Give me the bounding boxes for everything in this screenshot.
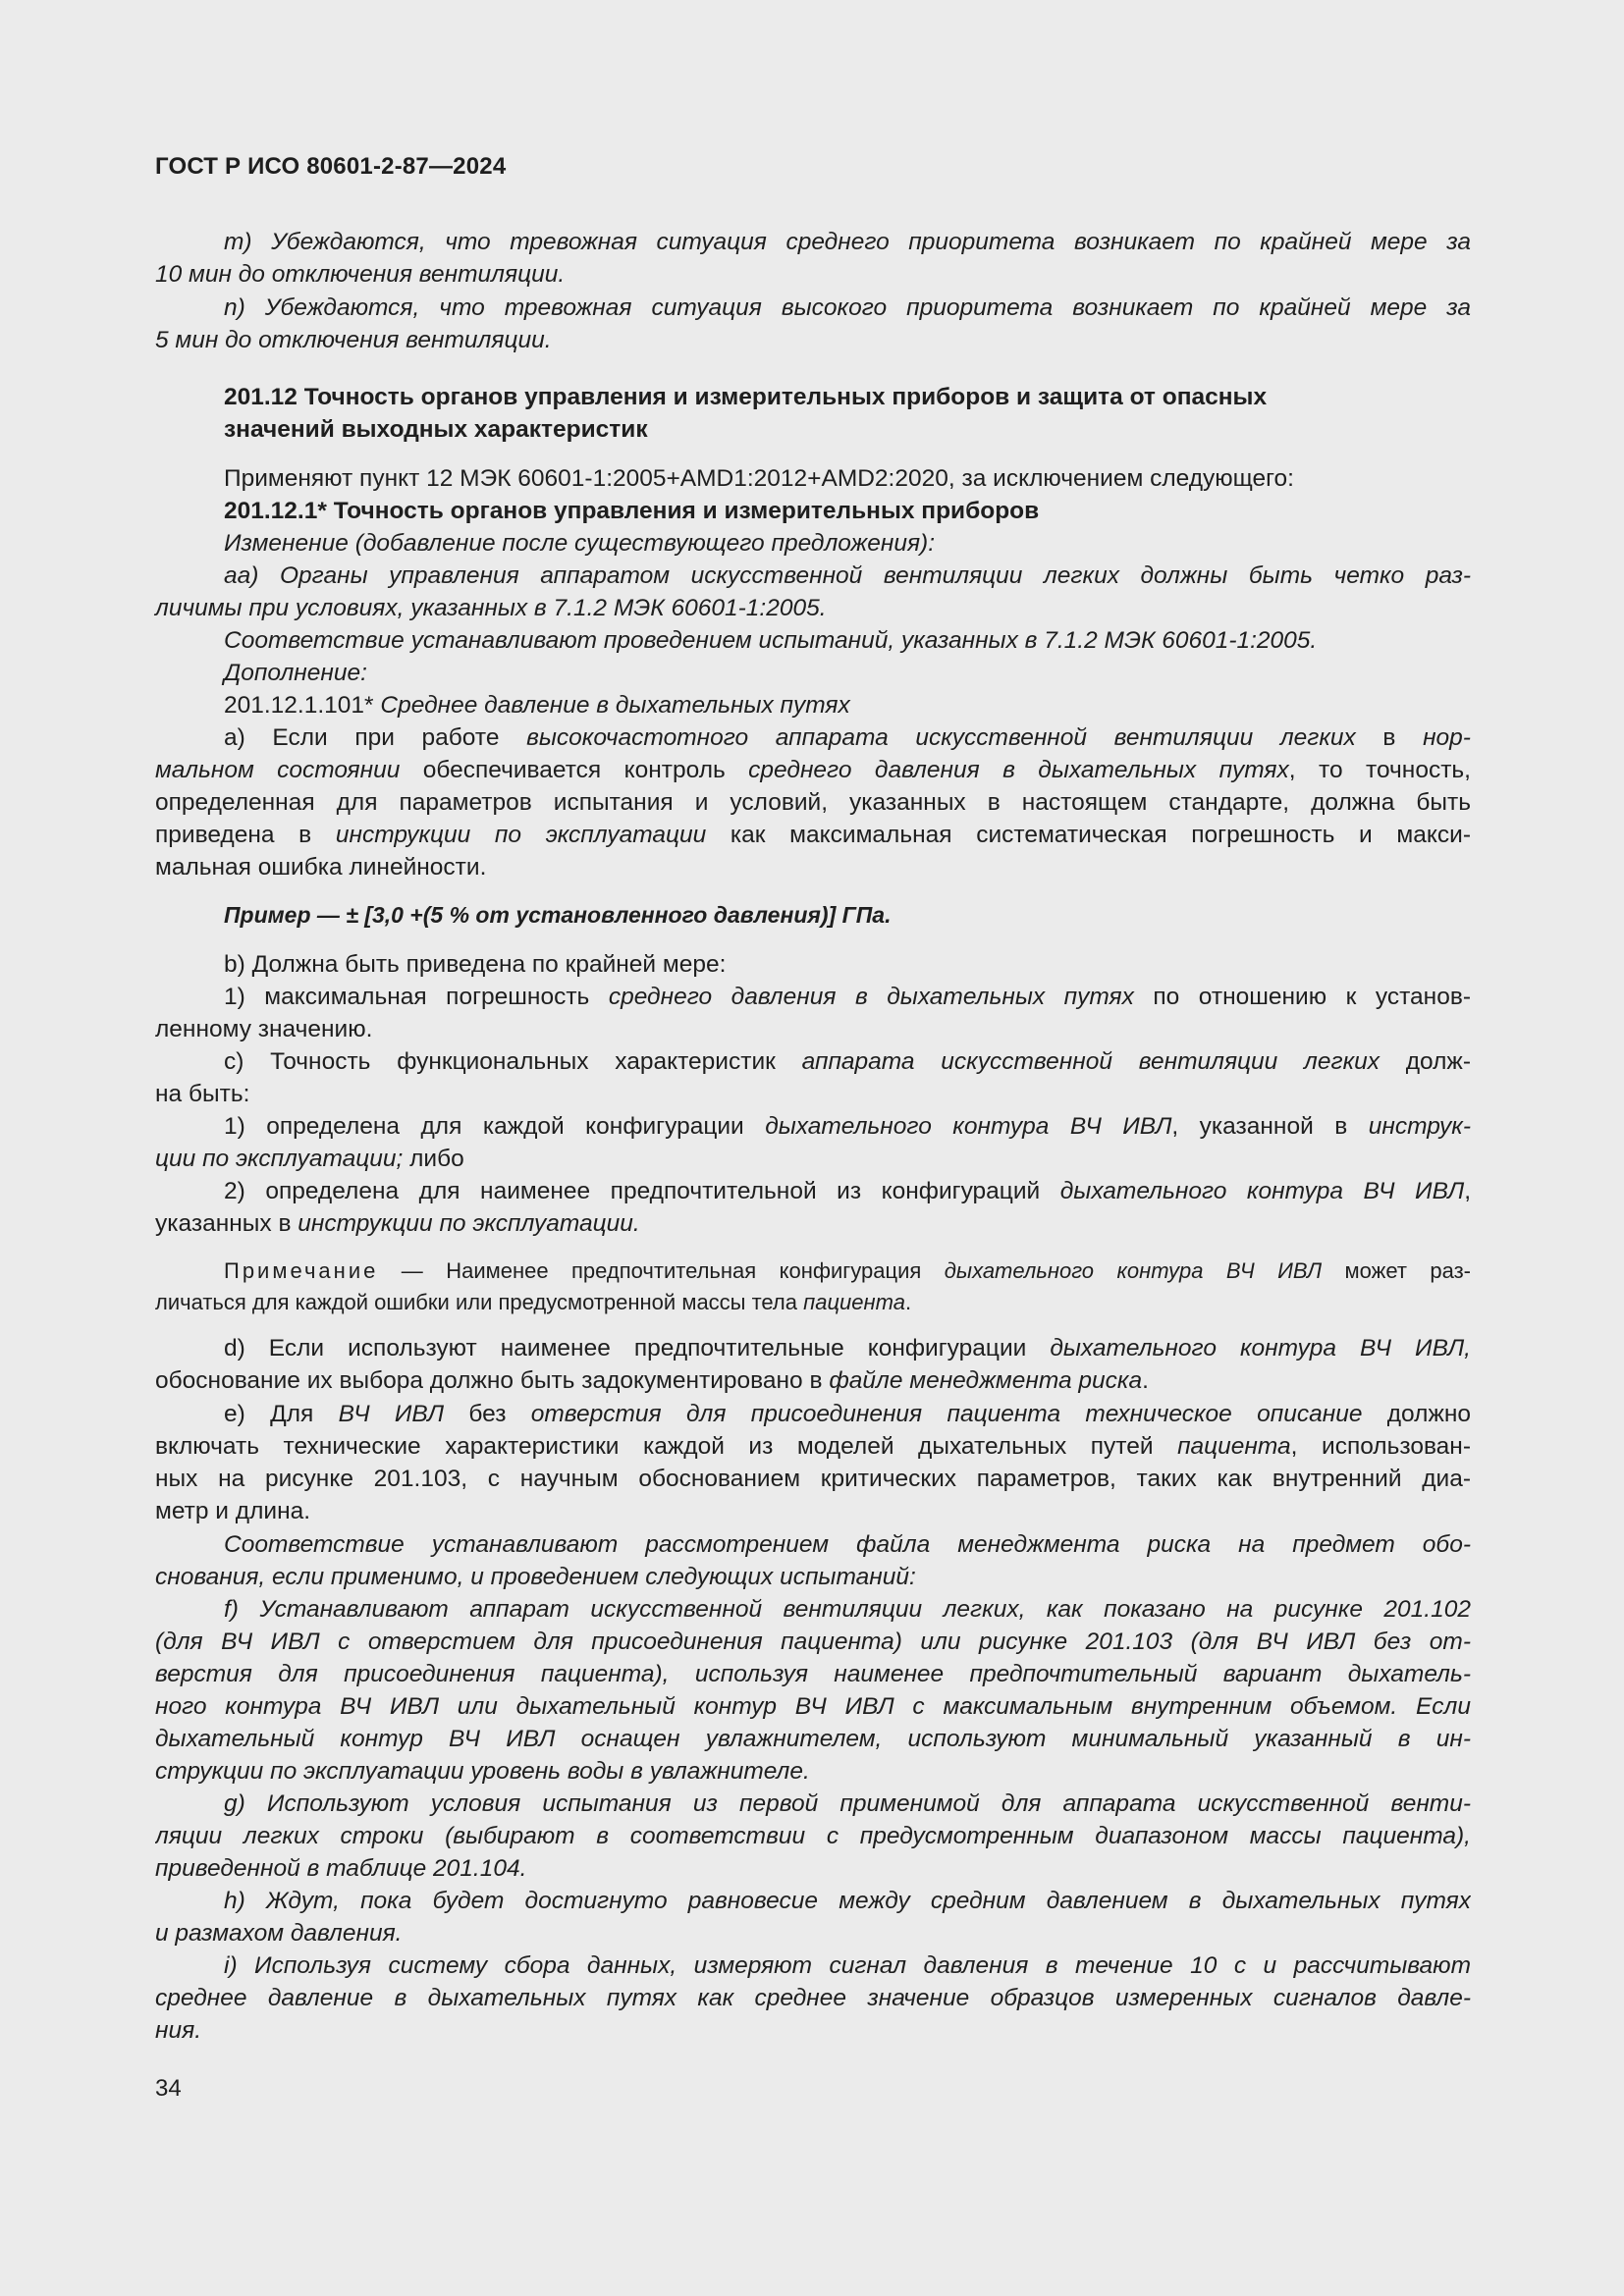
text-line: струкции по эксплуатации уровень воды в увлажнителе. <box>155 1758 810 1785</box>
text-line: Изменение (добавление после существующего предложения): <box>224 530 936 557</box>
text-line: Применяют пункт 12 МЭК 60601-1:2005+AMD1:2012+AMD2:2020, за исключением следующего: <box>224 465 1294 492</box>
text-line: на быть: <box>155 1081 250 1107</box>
text-line: n) Убеждаются, что тревожная ситуация высокого приоритета возникает по крайней мере за <box>224 294 1471 321</box>
text-line: приведена в инструкции по эксплуатации как максимальная систематическая погрешность и макси- <box>155 822 1471 848</box>
text-line: среднее давление в дыхательных путях как среднее значение образцов измеренных сигналов давле- <box>155 1985 1471 2011</box>
paragraph-item-c <box>155 1045 1471 1240</box>
heading-line: значений выходных характеристик <box>224 416 648 443</box>
paragraph-item-a <box>155 721 1471 883</box>
text-line: 1) определена для каждой конфигурации дыхательного контура ВЧ ИВЛ, указанной в инструк- <box>224 1113 1471 1140</box>
text-line: 2) определена для наименее предпочтительной из конфигураций дыхательного контура ВЧ ИВЛ, <box>224 1178 1471 1204</box>
text-line: 1) максимальная погрешность среднего давления в дыхательных путях по отношению к установ- <box>224 984 1471 1010</box>
text-line: Пример — ± [3,0 +(5 % от установленного давления)] ГПа. <box>224 902 892 928</box>
text-line: ции по эксплуатации; либо <box>155 1146 464 1172</box>
document-page <box>155 0 1471 2296</box>
compliance-statement <box>155 624 1471 657</box>
apply-clause <box>155 462 1471 495</box>
page-number: 34 <box>155 2075 182 2102</box>
text-line: мальном состоянии обеспечивается контроль среднего давления в дыхательных путях, то точность, <box>155 757 1471 783</box>
paragraph-item-g <box>155 1788 1471 1885</box>
text-line: а) Если при работе высокочастотного аппарата искусственной вентиляции легких в нор- <box>224 724 1471 751</box>
text-line: b) Должна быть приведена по крайней мере: <box>224 951 727 978</box>
compliance-statement-2 <box>155 1528 1471 1593</box>
text-line: включать технические характеристики каждой из моделей дыхательных путей пациента, использован- <box>155 1433 1471 1460</box>
text-line: ляции легких строки (выбирают в соответствии с предусмотренным диапазоном массы пациента), <box>155 1823 1471 1849</box>
text-line: указанных в инструкции по эксплуатации. <box>155 1210 640 1237</box>
text-line: 5 мин до отключения вентиляции. <box>155 327 552 353</box>
amendment-label <box>155 527 1471 560</box>
text-line: обоснование их выбора должно быть задокументировано в файле менеджмента риска. <box>155 1367 1149 1394</box>
heading-line: 201.12.1* Точность органов управления и измерительных приборов <box>224 498 1040 524</box>
text-line: верстия для присоединения пациента), используя наименее предпочтительный вариант дыхатель- <box>155 1661 1471 1687</box>
addition-label <box>155 657 1471 689</box>
paragraph-item-b <box>155 948 1471 1045</box>
text-line: aa) Органы управления аппаратом искусственной вентиляции легких должны быть четко раз- <box>224 562 1471 589</box>
heading-line: 201.12 Точность органов управления и измерительных приборов и защита от опасных <box>224 384 1268 410</box>
document-header: ГОСТ Р ИСО 80601-2-87—2024 <box>155 153 507 180</box>
text-line: (для ВЧ ИВЛ с отверстием для присоединения пациента) или рисунке 201.103 (для ВЧ ИВЛ без от- <box>155 1629 1471 1655</box>
text-line: h) Ждут, пока будет достигнуто равновесие между средним давлением в дыхательных путях <box>224 1888 1471 1914</box>
text-line: ленному значению. <box>155 1016 373 1042</box>
text-line: d) Если используют наименее предпочтительные конфигурации дыхательного контура ВЧ ИВЛ, <box>224 1335 1471 1362</box>
subsection-heading <box>155 495 1471 527</box>
text-line: дыхательный контур ВЧ ИВЛ оснащен увлажнителем, используют минимальный указанный в ин- <box>155 1726 1471 1752</box>
paragraph-item-m <box>155 226 1471 291</box>
text-line: ных на рисунке 201.103, с научным обоснованием критических параметров, таких как внутренний диа- <box>155 1466 1471 1492</box>
text-line: определенная для параметров испытания и условий, указанных в настоящем стандарте, должна быть <box>155 789 1471 816</box>
text-line: Дополнение: <box>224 660 367 686</box>
text-line: личимы при условиях, указанных в 7.1.2 МЭК 60601-1:2005. <box>155 595 827 621</box>
text-line: c) Точность функциональных характеристик аппарата искусственной вентиляции легких долж- <box>224 1048 1471 1075</box>
text-line: 10 мин до отключения вентиляции. <box>155 261 566 288</box>
text-line: метр и длина. <box>155 1498 311 1524</box>
example <box>155 899 1471 932</box>
paragraph-item-d <box>155 1332 1471 1397</box>
note <box>155 1255 1471 1318</box>
text-line: m) Убеждаются, что тревожная ситуация среднего приоритета возникает по крайней мере за <box>224 229 1471 255</box>
text-line: g) Используют условия испытания из первой применимой для аппарата искусственной венти- <box>224 1790 1471 1817</box>
text-line: ного контура ВЧ ИВЛ или дыхательный контур ВЧ ИВЛ с максимальным внутренним объемом. Если <box>155 1693 1471 1720</box>
paragraph-item-e <box>155 1398 1471 1527</box>
paragraph-item-f <box>155 1593 1471 1788</box>
clause-201-12-1-101 <box>155 689 1471 721</box>
paragraph-item-i <box>155 1949 1471 2047</box>
text-line: личаться для каждой ошибки или предусмотренной массы тела пациента. <box>155 1290 912 1314</box>
text-line: Соответствие устанавливают проведением испытаний, указанных в 7.1.2 МЭК 60601-1:2005. <box>224 627 1318 654</box>
text-line: Соответствие устанавливают рассмотрением файла менеджмента риска на предмет обо- <box>224 1531 1471 1558</box>
text-line: i) Используя систему сбора данных, измеряют сигнал давления в течение 10 с и рассчитывают <box>224 1952 1471 1979</box>
section-heading <box>155 381 1471 446</box>
text-line: 201.12.1.101* Среднее давление в дыхательных путях <box>224 692 850 719</box>
text-line: e) Для ВЧ ИВЛ без отверстия для присоединения пациента техническое описание должно <box>224 1401 1471 1427</box>
text-line: снования, если применимо, и проведением следующих испытаний: <box>155 1564 916 1590</box>
text-line: приведенной в таблице 201.104. <box>155 1855 527 1882</box>
paragraph-item-h <box>155 1885 1471 1949</box>
text-line: и размахом давления. <box>155 1920 403 1947</box>
text-line: мальная ошибка линейности. <box>155 854 487 881</box>
paragraph-item-aa <box>155 560 1471 624</box>
text-line: f) Устанавливают аппарат искусственной вентиляции легких, как показано на рисунке 201.102 <box>224 1596 1471 1623</box>
paragraph-item-n <box>155 292 1471 356</box>
text-line: Примечание — Наименее предпочтительная конфигурация дыхательного контура ВЧ ИВЛ может раз- <box>224 1258 1471 1283</box>
text-line: ния. <box>155 2017 202 2044</box>
